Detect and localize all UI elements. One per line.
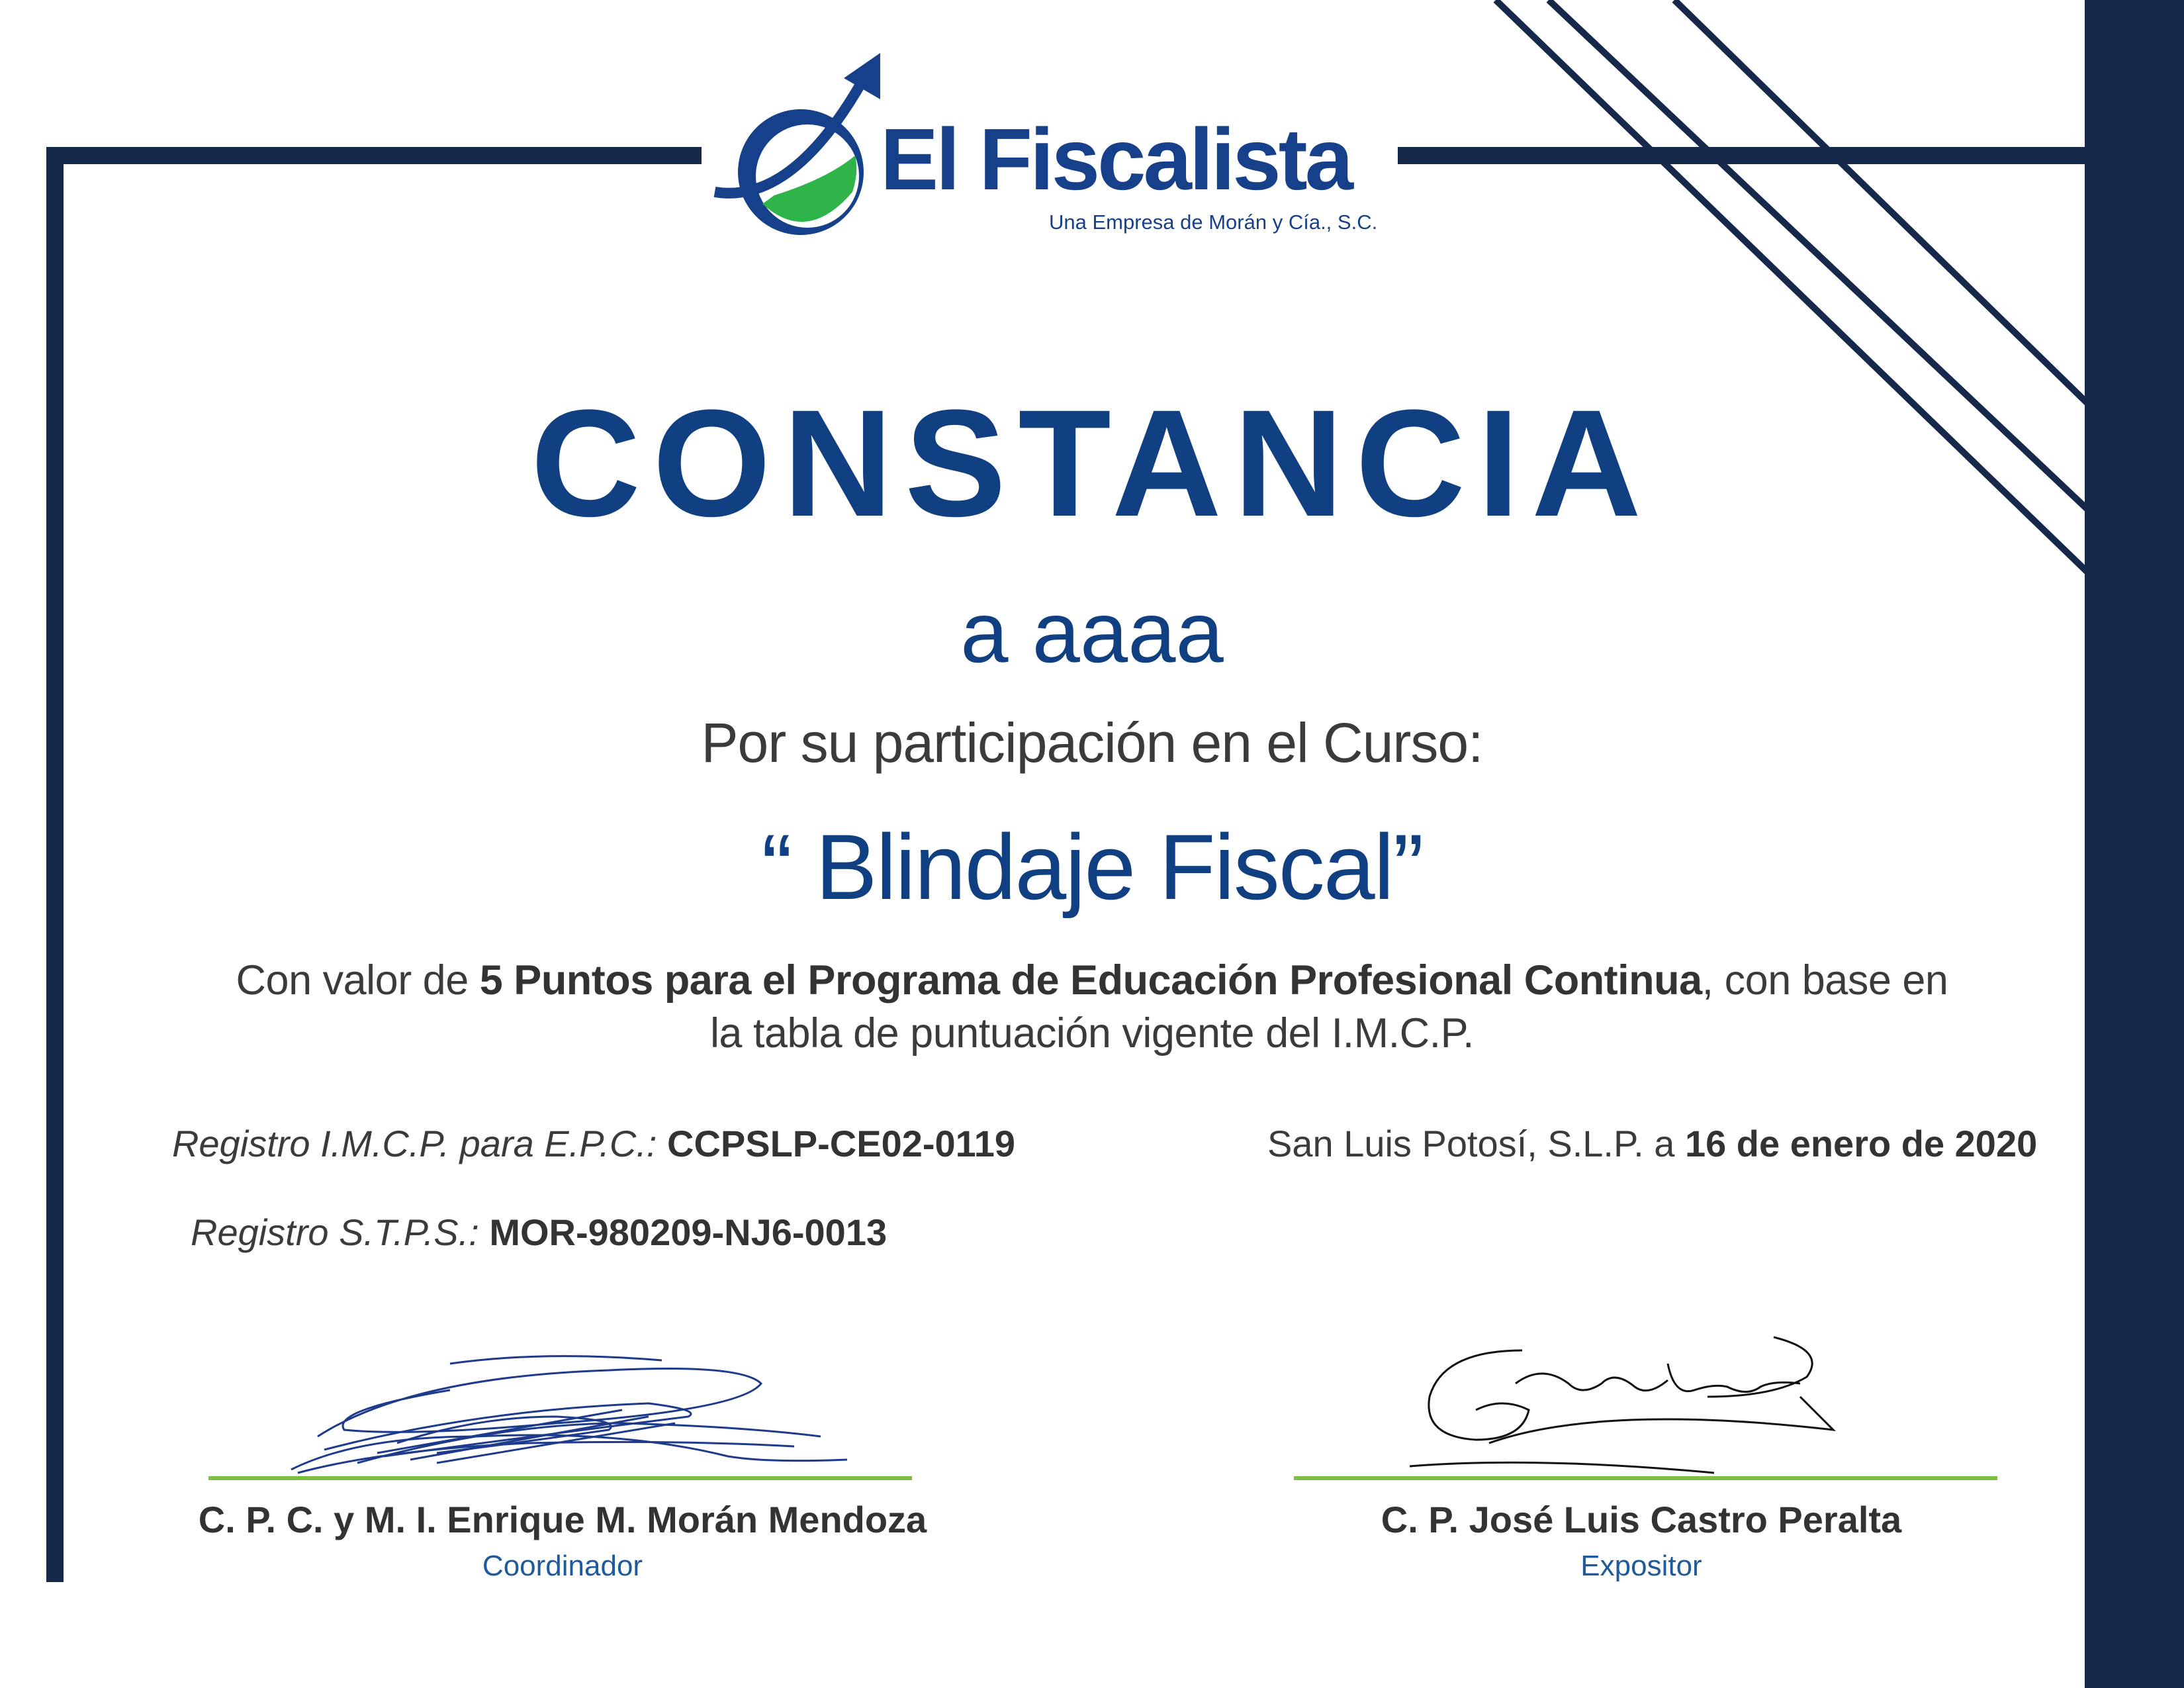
logo-globe-arrow-icon [702,46,900,238]
place-date [1267,1125,2037,1162]
points-value-line-2: la tabla de puntuación vigente del I.M.C.P. [709,1010,1475,1056]
coordinator-role: Coordinador [482,1550,643,1582]
stps-registration [191,1211,887,1253]
course-name: “ Blindaje Fiscal” [761,815,1423,919]
date: 16 de enero de 2020 [1684,1123,2038,1164]
stps-value: MOR-980209-NJ6-0013 [489,1211,887,1253]
recipient-name: a aaaa [960,584,1224,680]
frame-top-border-left [46,147,702,164]
logo-title: El Fiscalista [880,111,1351,208]
points-prefix: Con valor de [236,957,480,1004]
points-value-line [0,957,2184,1004]
speaker-role: Expositor [1580,1550,1702,1582]
speaker-name: C. P. José Luis Castro Peralta [1381,1499,1902,1540]
stps-label: Registro S.T.P.S.: [191,1211,490,1253]
imcp-value: CCPSLP-CE02-0119 [667,1123,1016,1164]
signature-line-left [208,1476,912,1480]
signature-line-right [1294,1476,1997,1480]
signature-scribble-right [1403,1324,1853,1476]
participation-text: Por su participación en el Curso: [701,712,1483,774]
coordinator-name: C. P. C. y M. I. Enrique M. Morán Mendoza [198,1499,927,1540]
logo-subtitle: Una Empresa de Morán y Cía., S.C. [1049,211,1378,234]
points-suffix: , con base en [1702,957,1948,1004]
place: San Luis Potosí, S.L.P. a [1267,1123,1685,1164]
company-logo [702,46,1396,238]
certificate-title: CONSTANCIA [530,378,1654,548]
signature-scribble-left [278,1337,874,1483]
imcp-registration [172,1125,1015,1162]
points-highlight: 5 Puntos para el Programa de Educación Profesional Continua [479,957,1702,1004]
imcp-label: Registro I.M.C.P. para E.P.C.: [172,1123,668,1164]
